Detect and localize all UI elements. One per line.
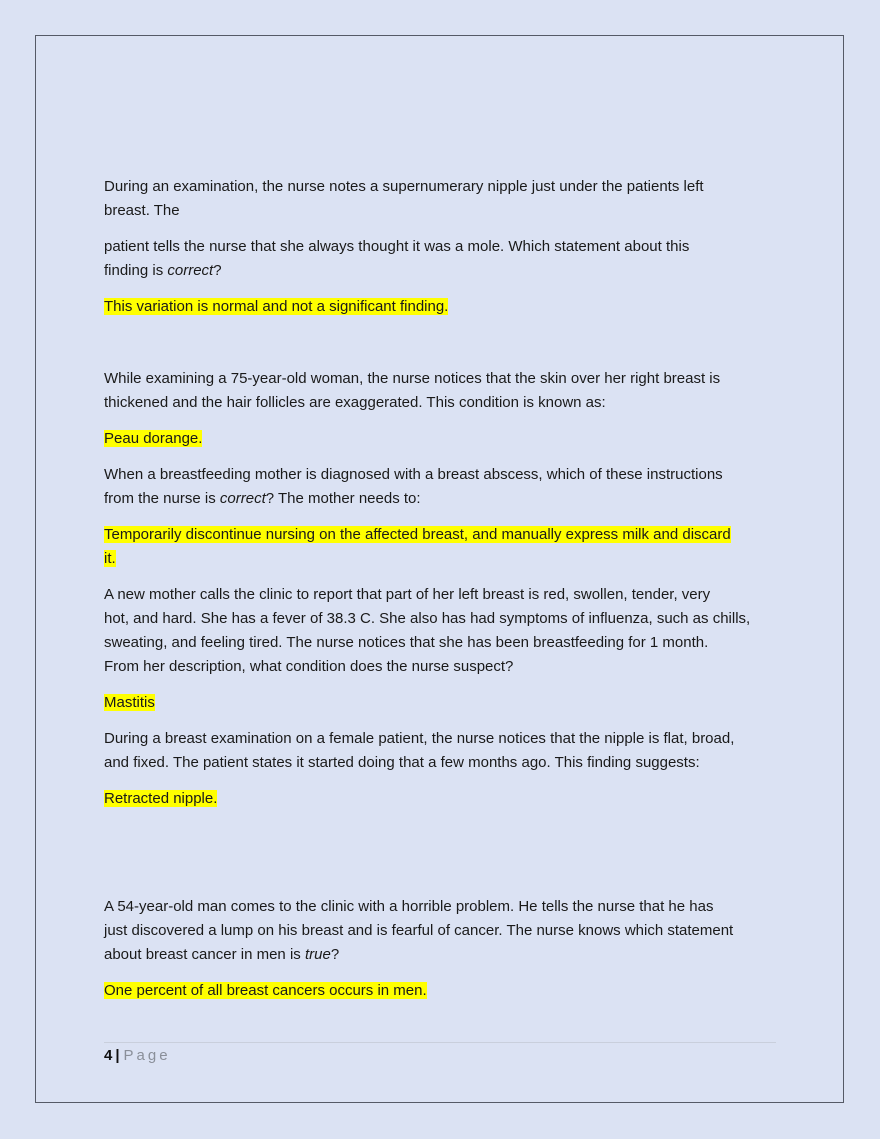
text-line [104,490,421,507]
footer-separator: | [115,1047,120,1064]
text-line: and fixed. The patient states it started doing that a few months ago. This finding suggests: [104,754,700,771]
text-segment: about breast cancer in men is [104,946,305,963]
text-line: breast. The [104,202,180,219]
text-line: Mastitis [104,694,155,711]
page-label: Page [123,1047,171,1064]
text-line: just discovered a lump on his breast and is fearful of cancer. The nurse knows which statement [104,922,734,939]
emphasis-text: true [304,946,331,963]
question-paragraph [104,583,776,679]
answer-paragraph [104,979,776,1003]
text-segment: ? [330,946,340,963]
text-line [104,946,339,963]
text-line: A new mother calls the clinic to report that part of her left breast is red, swollen, tender, very [104,586,711,603]
text-segment: finding is [104,262,168,279]
text-line: One percent of all breast cancers occurs in men. [104,982,427,999]
text-line: thickened and the hair follicles are exaggerated. This condition is known as: [104,394,606,411]
text-segment: ? [213,262,222,279]
text-line: During an examination, the nurse notes a supernumerary nipple just under the patients left [104,178,704,195]
text-line: Temporarily discontinue nursing on the affected breast, and manually express milk and discard [104,526,731,543]
text-line: This variation is normal and not a significant finding. [104,298,449,315]
text-segment: ? The mother needs to: [265,490,421,507]
text-line: it. [104,550,116,567]
answer-paragraph [104,691,776,715]
page-number: 4 [104,1047,113,1064]
answer-paragraph [104,523,776,571]
text-line: During a breast examination on a female patient, the nurse notices that the nipple is flat, broad, [104,730,735,747]
document-body [104,175,776,1003]
question-paragraph [104,175,776,223]
text-line: When a breastfeeding mother is diagnosed with a breast abscess, which of these instructions [104,466,723,483]
text-line: From her description, what condition does the nurse suspect? [104,658,514,675]
page-footer [104,1046,171,1066]
question-paragraph [104,367,776,415]
emphasis-text: correct [167,262,214,279]
text-line [104,262,222,279]
text-line: Retracted nipple. [104,790,218,807]
question-paragraph [104,895,776,967]
answer-paragraph [104,295,776,319]
answer-paragraph [104,427,776,451]
question-paragraph [104,235,776,283]
text-line: A 54-year-old man comes to the clinic with a horrible problem. He tells the nurse that he has [104,898,714,915]
text-line: hot, and hard. She has a fever of 38.3 C. She also has had symptoms of influenza, such as chills, [104,610,751,627]
emphasis-text: correct [219,490,266,507]
footer-rule [104,1042,776,1043]
question-paragraph [104,727,776,775]
answer-paragraph [104,787,776,811]
text-line: sweating, and feeling tired. The nurse notices that she has been breastfeeding for 1 month. [104,634,709,651]
question-paragraph [104,463,776,511]
text-segment: from the nurse is [104,490,220,507]
text-line: Peau dorange. [104,430,203,447]
text-line: patient tells the nurse that she always thought it was a mole. Which statement about this [104,238,690,255]
text-line: While examining a 75-year-old woman, the nurse notices that the skin over her right breast is [104,370,721,387]
